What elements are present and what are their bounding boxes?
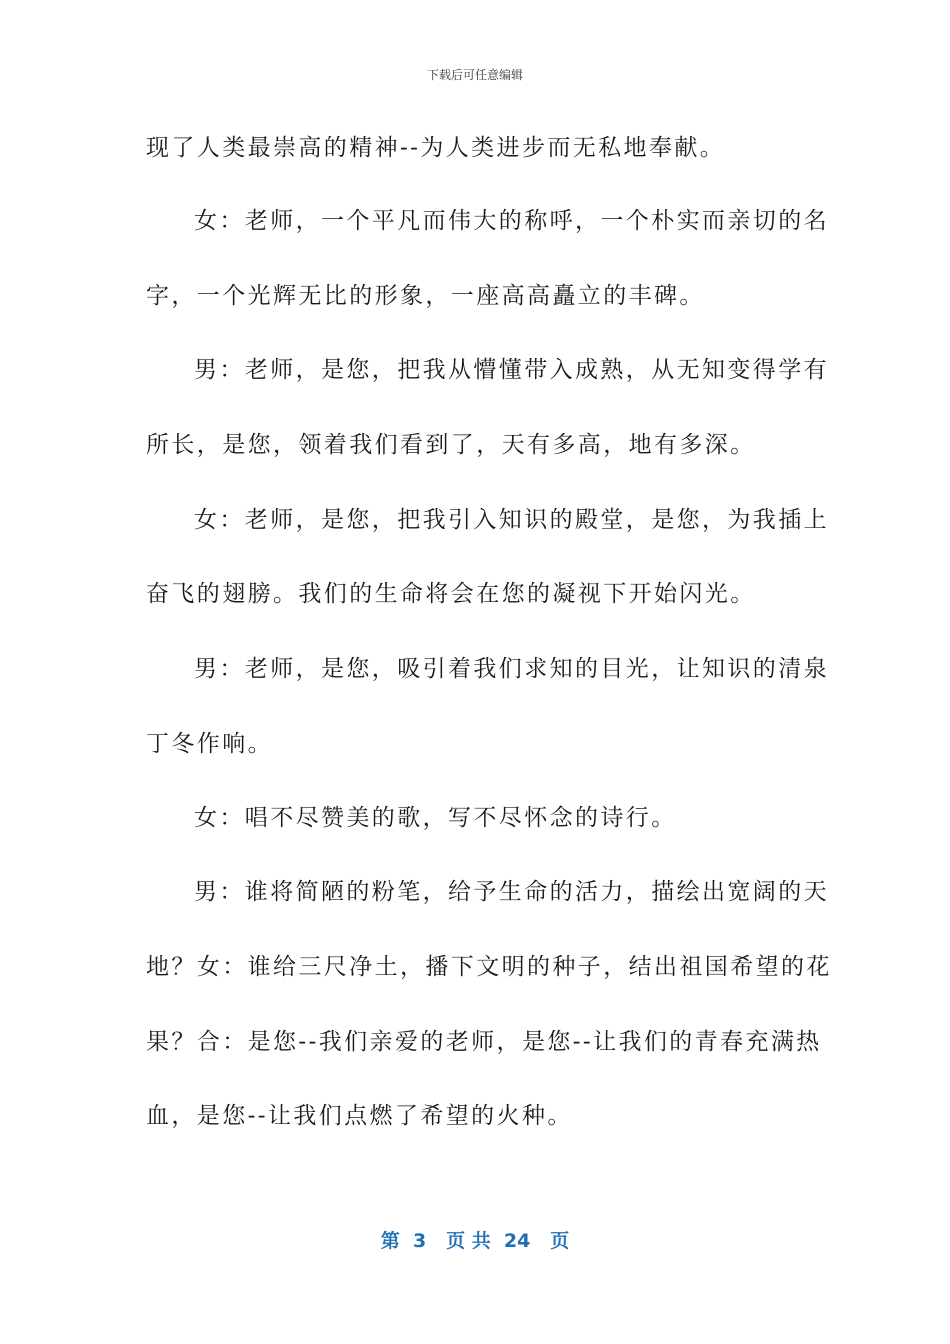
text-line-6: 女：老师，是您，把我引入知识的殿堂，是您，为我插上 [194, 507, 829, 533]
text-line-14: 血，是您--让我们点燃了希望的火种。 [146, 1103, 573, 1129]
text-line-2: 女：老师，一个平凡而伟大的称呼，一个朴实而亲切的名 [194, 208, 829, 234]
text-line-5: 所长，是您，领着我们看到了，天有多高，地有多深。 [146, 432, 756, 458]
text-line-7: 奋飞的翅膀。我们的生命将会在您的凝视下开始闪光。 [146, 581, 756, 607]
page-header: 下载后可任意编辑 [426, 68, 523, 82]
text-line-10: 女：唱不尽赞美的歌，写不尽怀念的诗行。 [194, 805, 677, 831]
text-line-12: 地？女：谁给三尺净土，播下文明的种子，结出祖国希望的花 [146, 954, 832, 980]
text-line-1: 现了人类最崇高的精神--为人类进步而无私地奉献。 [146, 135, 726, 161]
text-line-3: 字，一个光辉无比的形象，一座高高矗立的丰碑。 [146, 283, 705, 309]
text-line-4: 男：老师，是您，把我从懵懂带入成熟，从无知变得学有 [194, 357, 829, 383]
text-line-9: 丁冬作响。 [146, 731, 273, 757]
text-line-13: 果？合：是您--我们亲爱的老师，是您--让我们的青春充满热 [146, 1029, 822, 1055]
page-number-footer: 第 3 页 共 24 页 [380, 1230, 570, 1252]
text-line-8: 男：老师，是您，吸引着我们求知的目光，让知识的清泉 [194, 656, 829, 682]
text-line-11: 男：谁将简陋的粉笔，给予生命的活力，描绘出宽阔的天 [194, 879, 829, 905]
